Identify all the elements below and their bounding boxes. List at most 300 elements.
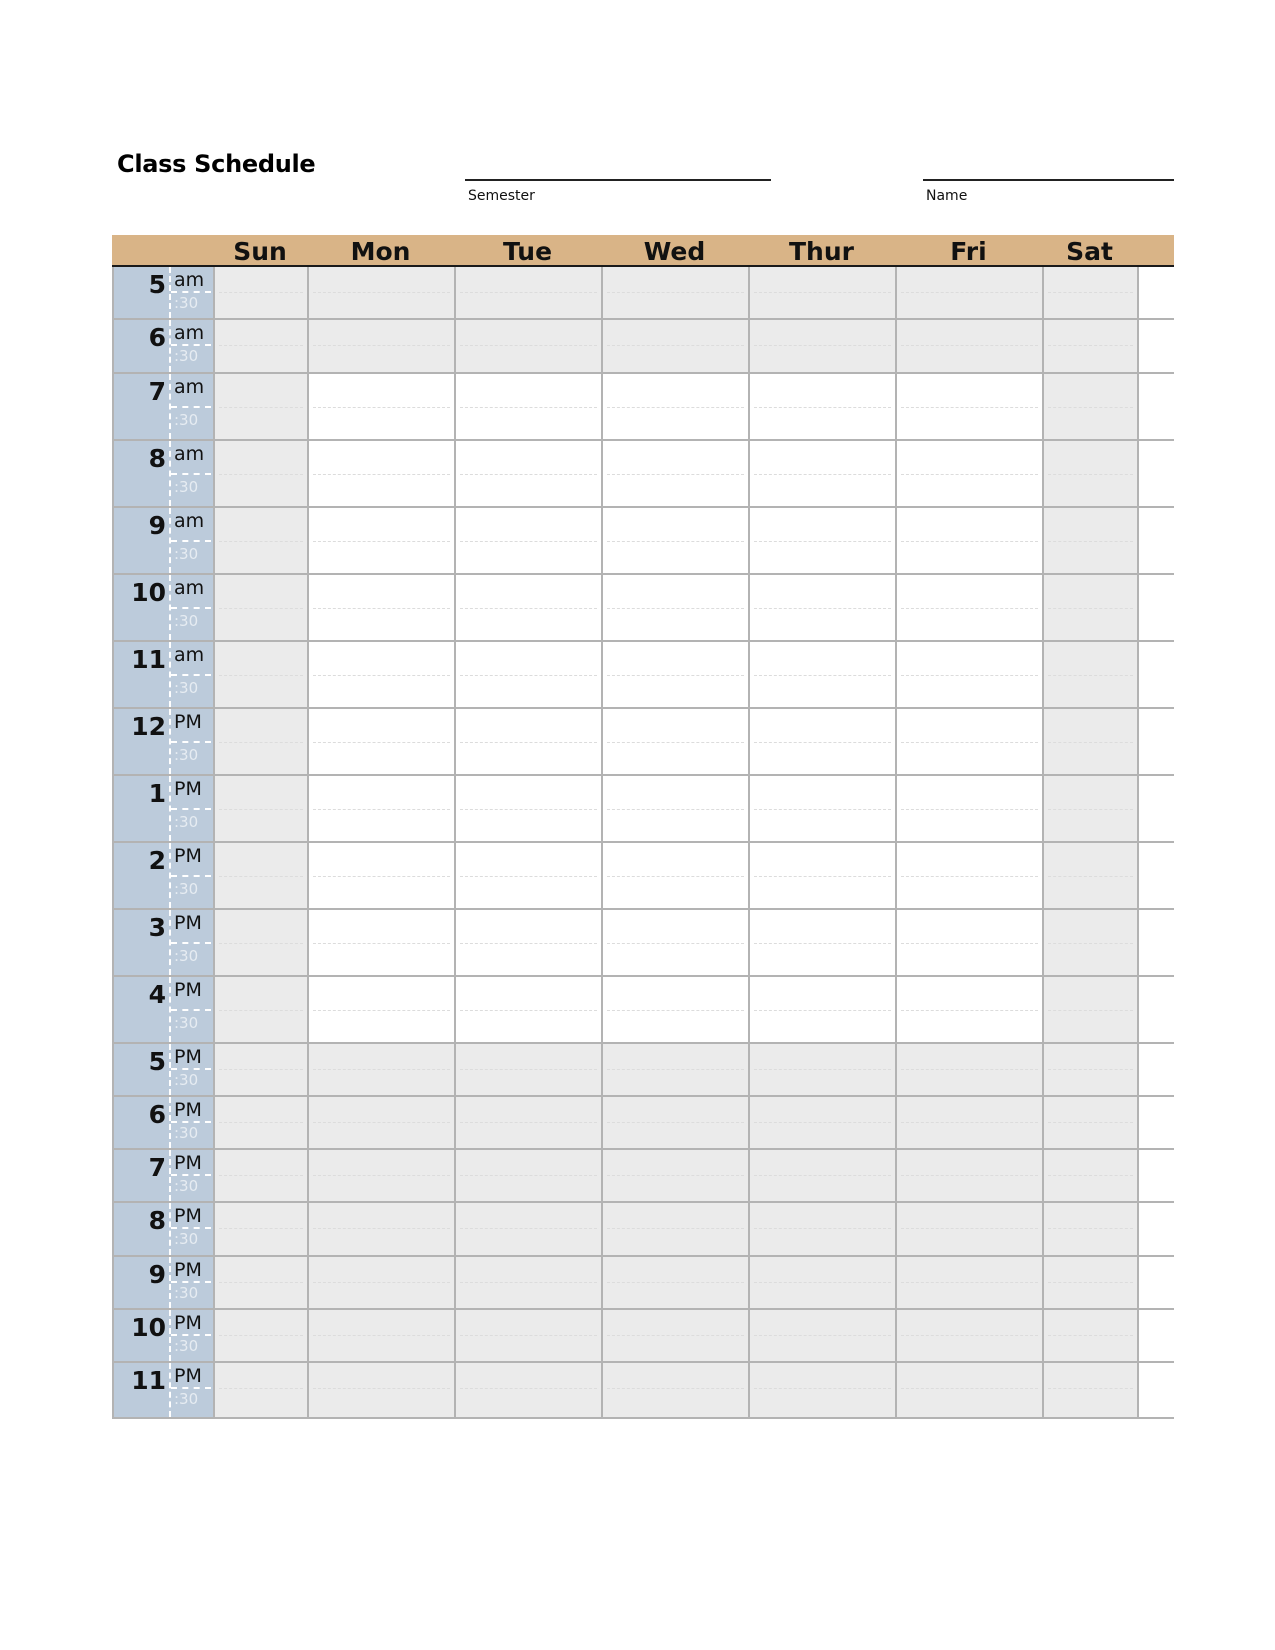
hour-label: 7: [148, 376, 166, 406]
schedule-cell-sat[interactable]: [1044, 320, 1139, 371]
half-hour-guide: [1048, 1175, 1133, 1176]
half-hour-label: :30: [174, 879, 199, 898]
hour-label: 5: [148, 1046, 166, 1076]
half-hour-label: :30: [174, 410, 199, 429]
period-label: PM: [174, 777, 202, 800]
half-hour-guide: [1048, 608, 1133, 609]
schedule-cell-tue[interactable]: [456, 1257, 603, 1308]
half-hour-guide: [901, 1010, 1038, 1011]
schedule-cell-tue[interactable]: [456, 1363, 603, 1416]
schedule-cell-sun[interactable]: [215, 776, 309, 841]
half-hour-guide: [607, 1175, 744, 1176]
schedule-cell-sat[interactable]: [1044, 1203, 1139, 1254]
half-hour-guide: [1048, 943, 1133, 944]
schedule-cell-tue[interactable]: [456, 1203, 603, 1254]
schedule-cell-sun[interactable]: [215, 374, 309, 439]
half-hour-guide: [219, 1175, 303, 1176]
schedule-cell-thur[interactable]: [750, 1257, 897, 1308]
schedule-cell-thur[interactable]: [750, 1363, 897, 1416]
schedule-cell-wed[interactable]: [603, 1150, 750, 1201]
half-hour-guide: [901, 1069, 1038, 1070]
half-hour-guide: [607, 1282, 744, 1283]
time-cell: [114, 374, 215, 439]
schedule-cell-mon[interactable]: [309, 1310, 456, 1361]
half-hour-guide: [313, 541, 450, 542]
half-hour-guide: [754, 1335, 891, 1336]
half-hour-label: :30: [174, 1013, 199, 1032]
period-label: PM: [174, 1152, 202, 1175]
half-hour-guide: [460, 675, 597, 676]
half-hour-guide: [219, 809, 303, 810]
schedule-cell-wed[interactable]: [603, 374, 750, 439]
schedule-cell-fri[interactable]: [897, 1044, 1044, 1095]
hour-label: 9: [148, 510, 166, 540]
half-hour-guide: [460, 1228, 597, 1229]
period-label: am: [174, 269, 205, 291]
half-hour-guide: [313, 943, 450, 944]
schedule-cell-thur[interactable]: [750, 1097, 897, 1148]
half-hour-guide: [460, 876, 597, 877]
period-label: am: [174, 322, 205, 345]
half-hour-label: :30: [174, 1123, 199, 1142]
period-label: am: [174, 643, 205, 666]
schedule-cell-mon[interactable]: [309, 1203, 456, 1254]
schedule-cell-wed[interactable]: [603, 910, 750, 975]
half-hour-divider: [171, 1121, 211, 1123]
half-hour-label: :30: [174, 347, 199, 366]
hour-label: 1: [148, 778, 166, 808]
half-hour-guide: [901, 1282, 1038, 1283]
half-hour-divider: [171, 875, 211, 877]
half-hour-guide: [754, 1122, 891, 1123]
schedule-cell-fri[interactable]: [897, 1097, 1044, 1148]
half-hour-guide: [754, 1010, 891, 1011]
schedule-cell-mon[interactable]: [309, 1044, 456, 1095]
schedule-cell-tue[interactable]: [456, 1097, 603, 1148]
schedule-cell-sat[interactable]: [1044, 977, 1139, 1042]
schedule-cell-sat[interactable]: [1044, 267, 1139, 318]
half-hour-divider: [171, 344, 211, 346]
half-hour-guide: [313, 742, 450, 743]
half-hour-guide: [607, 474, 744, 475]
half-hour-guide: [460, 943, 597, 944]
schedule-cell-fri[interactable]: [897, 441, 1044, 506]
schedule-cell-sat[interactable]: [1044, 374, 1139, 439]
schedule-cell-sat[interactable]: [1044, 709, 1139, 774]
schedule-cell-tue[interactable]: [456, 910, 603, 975]
hour-row: [114, 508, 1174, 575]
half-hour-label: :30: [174, 946, 199, 965]
schedule-cell-mon[interactable]: [309, 1257, 456, 1308]
time-cell: [114, 267, 215, 318]
schedule-cell-sun[interactable]: [215, 1257, 309, 1308]
schedule-cell-sat[interactable]: [1044, 508, 1139, 573]
schedule-cell-sun[interactable]: [215, 1363, 309, 1416]
schedule-cell-tue[interactable]: [456, 709, 603, 774]
time-cell: [114, 1150, 215, 1201]
half-hour-divider: [171, 942, 211, 944]
half-hour-label: :30: [174, 1283, 199, 1302]
hour-row: [114, 910, 1174, 977]
schedule-cell-sat[interactable]: [1044, 776, 1139, 841]
schedule-cell-wed[interactable]: [603, 709, 750, 774]
schedule-cell-sat[interactable]: [1044, 1363, 1139, 1416]
schedule-cell-sat[interactable]: [1044, 575, 1139, 640]
half-hour-label: :30: [174, 1177, 199, 1196]
half-hour-guide: [313, 675, 450, 676]
schedule-cell-sun[interactable]: [215, 320, 309, 371]
half-hour-guide: [901, 809, 1038, 810]
schedule-cell-mon[interactable]: [309, 1150, 456, 1201]
half-hour-guide: [607, 742, 744, 743]
schedule-cell-thur[interactable]: [750, 843, 897, 908]
period-label: am: [174, 375, 205, 398]
schedule-cell-tue[interactable]: [456, 977, 603, 1042]
time-sub-cell: [169, 1044, 213, 1095]
schedule-cell-fri[interactable]: [897, 1363, 1044, 1416]
schedule-cell-fri[interactable]: [897, 1150, 1044, 1201]
schedule-cell-fri[interactable]: [897, 776, 1044, 841]
half-hour-guide: [754, 1228, 891, 1229]
schedule-cell-tue[interactable]: [456, 776, 603, 841]
time-sub-cell: [169, 508, 213, 573]
schedule-cell-tue[interactable]: [456, 508, 603, 573]
time-sub-cell: [169, 977, 213, 1042]
half-hour-guide: [219, 608, 303, 609]
half-hour-guide: [1048, 1069, 1133, 1070]
half-hour-guide: [313, 407, 450, 408]
schedule-cell-tue[interactable]: [456, 320, 603, 371]
schedule-cell-sun[interactable]: [215, 1044, 309, 1095]
schedule-cell-sun[interactable]: [215, 910, 309, 975]
half-hour-guide: [901, 407, 1038, 408]
half-hour-label: :30: [174, 1070, 199, 1089]
half-hour-guide: [219, 1122, 303, 1123]
half-hour-guide: [754, 1282, 891, 1283]
half-hour-guide: [1048, 1228, 1133, 1229]
period-label: PM: [174, 1045, 202, 1068]
half-hour-divider: [171, 1009, 211, 1011]
schedule-cell-mon[interactable]: [309, 776, 456, 841]
schedule-cell-sat[interactable]: [1044, 1257, 1139, 1308]
half-hour-guide: [460, 474, 597, 475]
schedule-cell-sun[interactable]: [215, 1150, 309, 1201]
half-hour-guide: [219, 292, 303, 293]
half-hour-divider: [171, 1281, 211, 1283]
schedule-cell-mon[interactable]: [309, 1097, 456, 1148]
half-hour-guide: [313, 1228, 450, 1229]
schedule-cell-sun[interactable]: [215, 843, 309, 908]
hour-row: [114, 843, 1174, 910]
schedule-cell-sat[interactable]: [1044, 1310, 1139, 1361]
half-hour-label: :30: [174, 745, 199, 764]
schedule-cell-fri[interactable]: [897, 910, 1044, 975]
name-field[interactable]: [923, 179, 1174, 181]
hour-row: [114, 1097, 1174, 1150]
schedule-cell-mon[interactable]: [309, 374, 456, 439]
schedule-cell-fri[interactable]: [897, 1203, 1044, 1254]
half-hour-guide: [754, 541, 891, 542]
hour-row: [114, 575, 1174, 642]
half-hour-guide: [901, 1335, 1038, 1336]
hour-label: 8: [148, 443, 166, 473]
time-cell: [114, 1310, 215, 1361]
schedule-cell-wed[interactable]: [603, 575, 750, 640]
schedule-cell-wed[interactable]: [603, 508, 750, 573]
half-hour-guide: [313, 1122, 450, 1123]
schedule-cell-fri[interactable]: [897, 709, 1044, 774]
hour-label: 7: [148, 1153, 166, 1183]
schedule-cell-sun[interactable]: [215, 575, 309, 640]
time-sub-cell: [169, 843, 213, 908]
half-hour-guide: [754, 474, 891, 475]
schedule-cell-fri[interactable]: [897, 1257, 1044, 1308]
half-hour-guide: [901, 541, 1038, 542]
hour-row: [114, 374, 1174, 441]
schedule-cell-sat[interactable]: [1044, 843, 1139, 908]
half-hour-guide: [460, 345, 597, 346]
semester-field[interactable]: [465, 179, 771, 181]
schedule-cell-mon[interactable]: [309, 977, 456, 1042]
half-hour-guide: [460, 1122, 597, 1123]
hour-row: [114, 1150, 1174, 1203]
schedule-cell-thur[interactable]: [750, 441, 897, 506]
half-hour-guide: [1048, 1388, 1133, 1389]
half-hour-guide: [1048, 1010, 1133, 1011]
schedule-cell-mon[interactable]: [309, 575, 456, 640]
half-hour-guide: [1048, 541, 1133, 542]
half-hour-divider: [171, 1227, 211, 1229]
schedule-cell-wed[interactable]: [603, 642, 750, 707]
half-hour-guide: [313, 1069, 450, 1070]
half-hour-label: :30: [174, 544, 199, 563]
half-hour-guide: [901, 876, 1038, 877]
schedule-cell-wed[interactable]: [603, 977, 750, 1042]
half-hour-guide: [1048, 876, 1133, 877]
hour-row: [114, 1203, 1174, 1256]
time-sub-cell: [169, 1363, 213, 1416]
half-hour-guide: [901, 345, 1038, 346]
schedule-cell-thur[interactable]: [750, 374, 897, 439]
schedule-cell-mon[interactable]: [309, 267, 456, 318]
period-label: am: [174, 509, 205, 532]
schedule-cell-sun[interactable]: [215, 1097, 309, 1148]
hour-label: 11: [131, 1366, 166, 1396]
schedule-cell-mon[interactable]: [309, 709, 456, 774]
half-hour-divider: [171, 607, 211, 609]
schedule-cell-thur[interactable]: [750, 709, 897, 774]
hour-label: 4: [148, 979, 166, 1009]
schedule-cell-fri[interactable]: [897, 267, 1044, 318]
schedule-cell-sat[interactable]: [1044, 910, 1139, 975]
half-hour-guide: [313, 1010, 450, 1011]
half-hour-guide: [901, 1388, 1038, 1389]
time-cell: [114, 1203, 215, 1254]
schedule-cell-fri[interactable]: [897, 977, 1044, 1042]
schedule-cell-wed[interactable]: [603, 1310, 750, 1361]
schedule-cell-sat[interactable]: [1044, 1150, 1139, 1201]
half-hour-guide: [219, 742, 303, 743]
half-hour-guide: [313, 345, 450, 346]
period-label: PM: [174, 1365, 202, 1388]
half-hour-guide: [1048, 292, 1133, 293]
schedule-cell-sat[interactable]: [1044, 441, 1139, 506]
schedule-cell-tue[interactable]: [456, 1310, 603, 1361]
schedule-cell-mon[interactable]: [309, 642, 456, 707]
schedule-cell-tue[interactable]: [456, 1044, 603, 1095]
period-label: am: [174, 442, 205, 465]
day-header-thur: Thur: [789, 237, 854, 266]
schedule-grid: [112, 235, 1174, 1419]
schedule-cell-thur[interactable]: [750, 1203, 897, 1254]
period-label: PM: [174, 710, 202, 733]
schedule-cell-wed[interactable]: [603, 1097, 750, 1148]
half-hour-guide: [219, 541, 303, 542]
time-sub-cell: [169, 441, 213, 506]
half-hour-guide: [901, 608, 1038, 609]
schedule-cell-mon[interactable]: [309, 1363, 456, 1416]
schedule-cell-fri[interactable]: [897, 374, 1044, 439]
schedule-cell-thur[interactable]: [750, 776, 897, 841]
half-hour-guide: [754, 809, 891, 810]
period-label: PM: [174, 978, 202, 1001]
schedule-cell-wed[interactable]: [603, 776, 750, 841]
day-header-sat: Sat: [1066, 237, 1113, 266]
half-hour-divider: [171, 674, 211, 676]
half-hour-guide: [754, 292, 891, 293]
half-hour-guide: [219, 876, 303, 877]
schedule-cell-mon[interactable]: [309, 441, 456, 506]
hour-label: 2: [148, 845, 166, 875]
half-hour-guide: [607, 1069, 744, 1070]
schedule-cell-thur[interactable]: [750, 575, 897, 640]
schedule-cell-sat[interactable]: [1044, 642, 1139, 707]
schedule-cell-tue[interactable]: [456, 374, 603, 439]
schedule-cell-wed[interactable]: [603, 1257, 750, 1308]
hour-label: 3: [148, 912, 166, 942]
half-hour-guide: [1048, 407, 1133, 408]
time-sub-cell: [169, 1097, 213, 1148]
schedule-cell-fri[interactable]: [897, 1310, 1044, 1361]
hour-row: [114, 776, 1174, 843]
schedule-cell-wed[interactable]: [603, 441, 750, 506]
hour-label: 10: [131, 577, 166, 607]
half-hour-guide: [313, 292, 450, 293]
schedule-cell-thur[interactable]: [750, 267, 897, 318]
hour-label: 10: [131, 1313, 166, 1343]
half-hour-guide: [1048, 345, 1133, 346]
schedule-cell-wed[interactable]: [603, 1363, 750, 1416]
schedule-cell-thur[interactable]: [750, 1310, 897, 1361]
schedule-cell-tue[interactable]: [456, 642, 603, 707]
schedule-cell-sun[interactable]: [215, 441, 309, 506]
schedule-cell-fri[interactable]: [897, 642, 1044, 707]
schedule-cell-tue[interactable]: [456, 575, 603, 640]
schedule-cell-sun[interactable]: [215, 709, 309, 774]
schedule-cell-mon[interactable]: [309, 508, 456, 573]
half-hour-divider: [171, 473, 211, 475]
period-label: PM: [174, 911, 202, 934]
schedule-cell-tue[interactable]: [456, 441, 603, 506]
half-hour-guide: [901, 1122, 1038, 1123]
schedule-cell-wed[interactable]: [603, 1203, 750, 1254]
schedule-cell-mon[interactable]: [309, 320, 456, 371]
time-cell: [114, 508, 215, 573]
time-sub-cell: [169, 776, 213, 841]
hour-label: 6: [148, 1099, 166, 1129]
hour-label: 6: [148, 323, 166, 353]
schedule-cell-thur[interactable]: [750, 1150, 897, 1201]
half-hour-label: :30: [174, 294, 199, 312]
schedule-cell-fri[interactable]: [897, 843, 1044, 908]
day-header-tue: Tue: [502, 237, 553, 266]
schedule-cell-tue[interactable]: [456, 843, 603, 908]
hour-label: 11: [131, 644, 166, 674]
half-hour-label: :30: [174, 812, 199, 831]
schedule-cell-sun[interactable]: [215, 267, 309, 318]
schedule-cell-sun[interactable]: [215, 1203, 309, 1254]
schedule-cell-sat[interactable]: [1044, 1097, 1139, 1148]
schedule-cell-fri[interactable]: [897, 508, 1044, 573]
schedule-cell-wed[interactable]: [603, 267, 750, 318]
hour-row: [114, 441, 1174, 508]
half-hour-guide: [460, 1175, 597, 1176]
period-label: PM: [174, 1098, 202, 1121]
schedule-cell-wed[interactable]: [603, 1044, 750, 1095]
hour-row: [114, 267, 1174, 320]
period-label: PM: [174, 844, 202, 867]
schedule-cell-mon[interactable]: [309, 910, 456, 975]
hour-row: [114, 1310, 1174, 1363]
hour-label: 9: [148, 1259, 166, 1289]
schedule-cell-sun[interactable]: [215, 508, 309, 573]
schedule-cell-fri[interactable]: [897, 320, 1044, 371]
time-cell: [114, 1363, 215, 1416]
half-hour-divider: [171, 540, 211, 542]
schedule-cell-sat[interactable]: [1044, 1044, 1139, 1095]
half-hour-guide: [219, 943, 303, 944]
schedule-cell-thur[interactable]: [750, 1044, 897, 1095]
half-hour-guide: [313, 474, 450, 475]
half-hour-guide: [460, 1282, 597, 1283]
schedule-cell-thur[interactable]: [750, 642, 897, 707]
schedule-cell-fri[interactable]: [897, 575, 1044, 640]
time-cell: [114, 1257, 215, 1308]
schedule-cell-sun[interactable]: [215, 1310, 309, 1361]
schedule-cell-sun[interactable]: [215, 642, 309, 707]
schedule-cell-sun[interactable]: [215, 977, 309, 1042]
schedule-cell-thur[interactable]: [750, 910, 897, 975]
schedule-cell-thur[interactable]: [750, 508, 897, 573]
half-hour-guide: [219, 474, 303, 475]
half-hour-guide: [219, 1335, 303, 1336]
hour-row: [114, 1257, 1174, 1310]
schedule-cell-wed[interactable]: [603, 320, 750, 371]
schedule-cell-wed[interactable]: [603, 843, 750, 908]
schedule-cell-mon[interactable]: [309, 843, 456, 908]
hour-row: [114, 1363, 1174, 1416]
half-hour-guide: [607, 943, 744, 944]
semester-label: Semester: [468, 188, 535, 204]
half-hour-guide: [607, 876, 744, 877]
schedule-cell-tue[interactable]: [456, 267, 603, 318]
schedule-rows: [112, 267, 1174, 1419]
schedule-cell-tue[interactable]: [456, 1150, 603, 1201]
schedule-cell-thur[interactable]: [750, 320, 897, 371]
schedule-cell-thur[interactable]: [750, 977, 897, 1042]
day-header-wed: Wed: [643, 237, 706, 266]
half-hour-guide: [219, 345, 303, 346]
